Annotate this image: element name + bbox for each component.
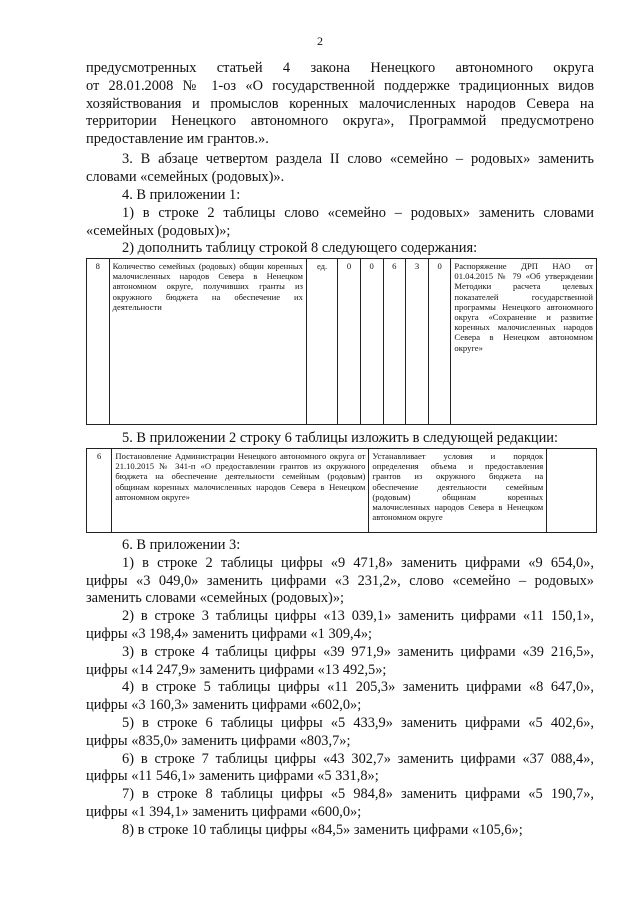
text-line: 7) в строке 8 таблицы цифры «5 984,8» заменить цифрами «5 190,7», [122, 786, 594, 803]
item-4-title: 4. В приложении 1: [122, 187, 241, 203]
value-cell: 0 [360, 259, 383, 425]
item-3 [86, 151, 594, 187]
text-line: 1) в строке 2 таблицы слово «семейно – родовых» заменить словами [122, 204, 594, 221]
text-line: цифры «835,0» заменить цифрами «803,7»; [86, 732, 351, 749]
item-6-title: 6. В приложении 3: [122, 537, 241, 553]
value-cell: 6 [383, 259, 406, 425]
item-5 [86, 430, 594, 448]
text-line: предусмотренных статьей 4 закона Ненецкого автономного округа [86, 60, 594, 76]
row-number: 6 [87, 449, 112, 533]
item-4 [86, 187, 594, 258]
text-line: заменить словами «семейных (родовых)»; [86, 590, 345, 607]
text-line: 5) в строке 6 таблицы цифры «5 433,9» заменить цифрами «5 402,6», [122, 714, 594, 731]
text-line: 1) в строке 2 таблицы цифры «9 471,8» заменить цифрами «9 654,0», [122, 554, 594, 571]
table-row [87, 259, 597, 425]
document-name: Постановление Администрации Ненецкого автономного округа от 21.10.2015 № 341-п «О предоставлении грантов из окружного бюджета на обеспечение деятельности семейным (родовым) общинам коренных малочисленных народов Севера в Ненецком автономном округе» [112, 449, 369, 533]
appendix1-table [86, 258, 597, 425]
document-content: Устанавливает условия и порядок определения объема и предоставления грантов из окружного бюджета на обеспечение деятельности семейным (родовым) общинам коренных малочисленных народов Севера в Ненецком автономном округе [369, 449, 547, 533]
text-line: 4) в строке 5 таблицы цифры «11 205,3» заменить цифрами «8 647,0», [122, 679, 594, 696]
text-line: от 28.01.2008 № 1-оз «О государственной поддержке традиционных видов [86, 77, 594, 94]
page-number: 2 [317, 34, 323, 48]
source-document: Распоряжение ДРП НАО от 01.04.2015 № 79 «Об утверждении Методики расчета целевых показателей государственной программы Ненецкого автономного округа «Сохранение и развитие коренных малочисленных народов Севера в Ненецком автономном округе» [451, 259, 597, 425]
indicator-description: Количество семейных (родовых) общин коренных малочисленных народов Севера в Ненецком автономном округе, получивших гранты из окружного бюджета на обеспечение их деятельности [109, 259, 306, 425]
table-row [87, 449, 597, 533]
text-line: цифры «14 247,9» заменить цифрами «13 492,5»; [86, 661, 387, 678]
value-cell: 3 [406, 259, 429, 425]
text-line: цифры «1 394,1» заменить цифрами «600,0»; [86, 803, 362, 820]
text-line: 3) в строке 4 таблицы цифры «39 971,9» заменить цифрами «39 216,5», [122, 643, 594, 660]
value-cell: 0 [428, 259, 451, 425]
appendix2-table [86, 448, 597, 533]
unit-cell: ед. [306, 259, 337, 425]
text-line: цифры «11 546,1» заменить цифрами «5 331,8»; [86, 768, 379, 785]
text-line: 2) в строке 3 таблицы цифры «13 039,1» заменить цифрами «11 150,1», [122, 608, 594, 625]
text-line: предоставление им грантов.». [86, 131, 269, 148]
intro-paragraph [86, 60, 594, 149]
text-line: 6) в строке 7 таблицы цифры «43 302,7» заменить цифрами «37 088,4», [122, 750, 594, 767]
text-line: 2) дополнить таблицу строкой 8 следующего содержания: [122, 240, 478, 257]
row-number: 8 [87, 259, 110, 425]
text-line: цифры «3 160,3» заменить цифрами «602,0»; [86, 697, 362, 714]
empty-cell [547, 449, 597, 533]
text-line: цифры «3 198,4» заменить цифрами «1 309,4»; [86, 625, 373, 642]
text-line: 5. В приложении 2 строку 6 таблицы изложить в следующей редакции: [122, 430, 559, 446]
text-line: цифры «3 049,0» заменить цифрами «3 231,2», слово «семейно – родовых» [86, 572, 594, 589]
text-line: 3. В абзаце четвертом раздела II слово «семейно – родовых» заменить [122, 151, 594, 167]
text-line: «семейных (родовых)»; [86, 222, 231, 239]
text-line: хозяйствования и промыслов коренных малочисленных народов Севера на [86, 95, 594, 112]
value-cell: 0 [338, 259, 361, 425]
item-6 [86, 537, 594, 840]
text-line: 8) в строке 10 таблицы цифры «84,5» заменить цифрами «105,6»; [122, 821, 523, 838]
text-line: территории Ненецкого автономного округа», Программой предусмотрено [86, 113, 594, 130]
text-line: словами «семейных (родовых)». [86, 168, 285, 185]
